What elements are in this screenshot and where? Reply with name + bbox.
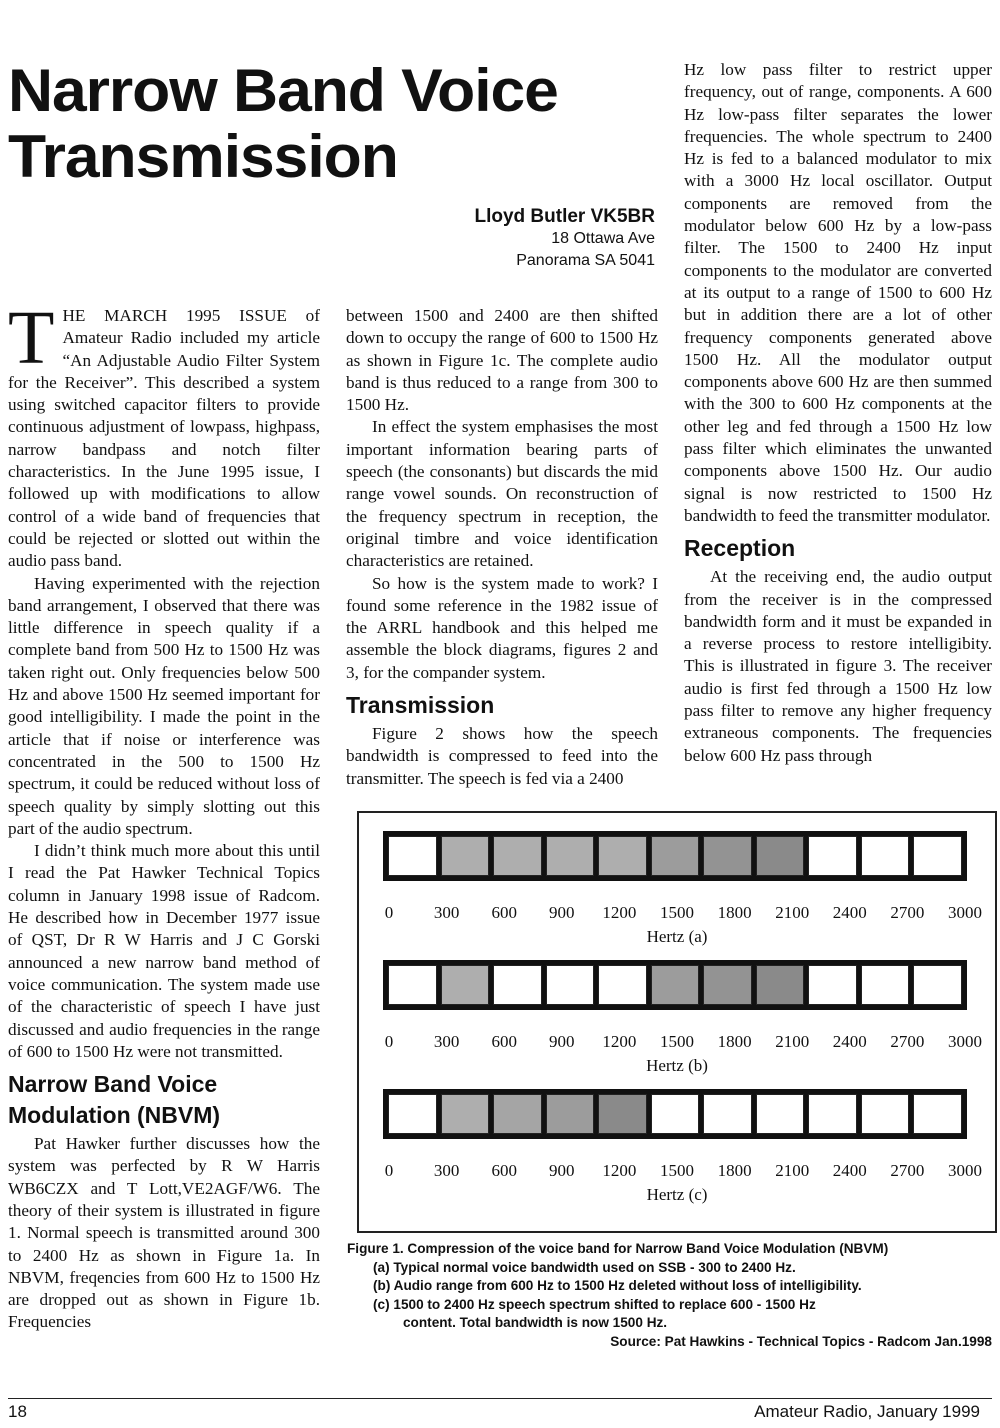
column-3 [684, 59, 992, 767]
tick-label: 1200 [602, 903, 637, 922]
transmission-paragraph-1: Figure 2 shows how the speech bandwidth is compressed to feed into the transmitter. The speech is fed via a 2400 [346, 724, 658, 788]
bar-segment [441, 965, 490, 1005]
nbvm-paragraph-3: In effect the system emphasises the most important information bearing parts of speech (the consonants) but discards the mid range vowel sounds. On reconstruction of the frequency spectrum in reception, the original timbre and voice identification characteristics are retained. [346, 417, 658, 571]
footer-rule [8, 1398, 992, 1399]
tick-label: 1800 [717, 1032, 752, 1051]
tick-labels [373, 1032, 983, 1054]
tick-label: 1200 [602, 1032, 637, 1051]
nbvm-paragraph-1: Pat Hawker further discusses how the system was perfected by R W Harris WB6CZX and T Lott,VE2AGF/W6. The theory of their system is illustrated in figure 1. Normal speech is transmitted around 300 to 2400 Hz as shown in Figure 1a. In NBVM, freqencies from 600 Hz to 1500 Hz are dropped out as shown in Figure 1b. Frequencies [8, 1134, 320, 1332]
column-2 [346, 305, 658, 790]
bar-segment [388, 1094, 437, 1134]
bar-segment [546, 836, 595, 876]
tick-label: 1200 [602, 1161, 637, 1180]
tick-label: 0 [384, 903, 394, 922]
bar-segment [703, 836, 752, 876]
caption-item-c: (c) 1500 to 2400 Hz speech spectrum shifted to replace 600 - 1500 Hz [373, 1296, 816, 1312]
intro-paragraph-2: Having experimented with the rejection band arrangement, I observed that there was little difference in speech quality if a complete band from 500 Hz to 1500 Hz was taken right out. Only frequencies below 500 Hz and above 1500 Hz seemed important for good intelligibility. I made the point in the article that if noise or interference was concentrated in the 500 to 1500 Hz spectrum, it could be reduced without loss of speech quality by simply slotting out this part of the audio spectrum. [8, 573, 320, 838]
caption-source: Source: Pat Hawkins - Technical Topics - Radcom Jan.1998 [610, 1333, 992, 1349]
transmission-paragraph-2: Hz low pass filter to restrict upper frequency, out of range, components. A 600 Hz low-pass filter separates the lower frequencies. The whole spectrum to 2400 Hz is fed to a balanced modulator to mix with a 3000 Hz local oscillator. Output components are removed from the modulator below 600 Hz by a low-pass filter. The 1500 to 2400 Hz input components to the modulator are converted at its output to a range of 1500 to 600 Hz but in addition there are a lot of other frequency components generated above 1500 Hz. All the modulator output components above 600 Hz are then summed with the 300 to 600 Hz components at the other leg and fed through a 1500 Hz low pass filter which eliminates the unwanted components above 1500 Hz. Our audio signal is now restricted to 1500 Hz bandwidth to feed the transmitter modulator. [684, 60, 992, 525]
bar-segment [493, 836, 542, 876]
tick-labels [373, 903, 983, 925]
nbvm-paragraph-4: So how is the system made to work? I found some reference in the 1982 issue of the ARRL handbook and this helped me assemble the block diagrams, figures 2 and 3, for the compander system. [346, 573, 658, 682]
caption-item-c-continued: content. Total bandwidth is now 1500 Hz. [403, 1315, 668, 1330]
caption-item-b: (b) Audio range from 600 Hz to 1500 Hz deleted without loss of intelligibility. [373, 1278, 862, 1293]
intro-p1-text: HE MARCH 1995 ISSUE of Amateur Radio included my article “An Adjustable Audio Filter System for the Receiver”. This described a system using switched capacitor filters to provide continuous adjustment of lowpass, highpass, narrow bandpass and notch filter characteristics. In the June 1995 issue, I followed up with modifications to allow control of a wide band of frequencies that could be rejected or slotted out within the audio pass band. [8, 306, 320, 571]
bar-segment [651, 836, 700, 876]
tick-label: 1500 [660, 1161, 694, 1180]
tick-label: 900 [549, 1032, 575, 1051]
bar-segment [913, 836, 962, 876]
tick-label: 300 [433, 903, 460, 922]
figure-1 [357, 811, 997, 1233]
bar-segment [598, 965, 647, 1005]
bar-segment [808, 1094, 857, 1134]
nbvm-paragraph-2: between 1500 and 2400 are then shifted down to occupy the range of 600 to 1500 Hz as shown in Figure 1c. The complete audio band is thus reduced to a range from 300 to 1500 Hz. [346, 306, 658, 415]
bar-segment [703, 1094, 752, 1134]
tick-label: 2100 [775, 903, 810, 922]
tick-label: 600 [491, 903, 517, 922]
caption-item-a: (a) Typical normal voice bandwidth used on SSB - 300 to 2400 Hz. [373, 1259, 796, 1275]
tick-label: 300 [433, 1161, 460, 1180]
tick-label: 1500 [660, 903, 694, 922]
heading-transmission: Transmission [346, 692, 495, 719]
address-line-2: Panorama SA 5041 [516, 252, 655, 269]
tick-label: 300 [433, 1032, 460, 1051]
reception-paragraph-1: At the receiving end, the audio output from the receiver is in the compressed bandwidth form and it must be expanded in a reverse process to restore intelligibity. This is illustrated in figure 3. The receiver audio is first fed through a 1500 Hz low pass filter to remove any higher frequency extraneous components. The frequencies below 600 Hz pass through [684, 567, 992, 765]
frequency-bar-a [383, 831, 967, 881]
tick-label: 2700 [890, 903, 925, 922]
bar-segment [388, 965, 437, 1005]
bar-segment [861, 1094, 910, 1134]
bar-segment [546, 965, 595, 1005]
bar-segment [493, 1094, 542, 1134]
tick-label: 2400 [832, 1032, 867, 1051]
tick-label: 600 [491, 1032, 517, 1051]
intro-paragraph-3: I didn’t think much more about this until I read the Pat Hawker Technical Topics column in January 1998 issue of Radcom. He described how in December 1977 issue of QST, Dr R W Harris and J C Gorski announced a new narrow band method of voice communication. The system made use of the characteristic of speech I have just discussed and audio frequencies in the range of 600 to 1500 Hz were not transmitted. [8, 841, 320, 1061]
tick-label: 2100 [775, 1161, 810, 1180]
frequency-bar-c [383, 1089, 967, 1139]
tick-label: 1500 [660, 1032, 694, 1051]
bar-segment [493, 965, 542, 1005]
bar-segment [651, 1094, 700, 1134]
tick-label: 0 [384, 1161, 394, 1180]
tick-label: 600 [491, 1161, 517, 1180]
tick-label: 2700 [890, 1032, 925, 1051]
tick-label: 1800 [717, 1161, 752, 1180]
bar-segment [651, 965, 700, 1005]
article-title: Narrow Band Voice Transmission [8, 57, 558, 190]
figure-caption [347, 1240, 992, 1351]
intro-paragraph-1 [8, 296, 320, 573]
bar-segment [756, 836, 805, 876]
bar-segment [441, 1094, 490, 1134]
bar-segment [756, 965, 805, 1005]
column-1 [8, 296, 320, 1334]
tick-label: 900 [549, 903, 575, 922]
tick-label: 3000 [948, 1161, 982, 1180]
tick-label: 1800 [717, 903, 752, 922]
tick-label: 900 [549, 1161, 575, 1180]
bar-segment [913, 965, 962, 1005]
bar-segment [441, 836, 490, 876]
page-number: 18 [8, 1402, 27, 1421]
drop-cap: T [8, 296, 55, 380]
bar-segment [388, 836, 437, 876]
author-name: Lloyd Butler VK5BR [474, 206, 655, 227]
caption-title: Figure 1. Compression of the voice band for Narrow Band Voice Modulation (NBVM) [347, 1241, 889, 1256]
tick-label: 2400 [832, 903, 867, 922]
bar-segment [808, 965, 857, 1005]
bar-segment [913, 1094, 962, 1134]
bar-segment [808, 836, 857, 876]
bar-segment [861, 965, 910, 1005]
tick-label: 2400 [832, 1161, 867, 1180]
heading-nbvm: Narrow Band Voice Modulation (NBVM) [8, 1071, 221, 1129]
tick-labels [373, 1161, 983, 1183]
byline [474, 206, 655, 272]
tick-label: 2100 [775, 1032, 810, 1051]
bar-segment [598, 1094, 647, 1134]
journal-footer: Amateur Radio, January 1999 [754, 1402, 980, 1421]
bar-segment [546, 1094, 595, 1134]
axis-label: Hertz (a) [646, 927, 708, 946]
tick-label: 2700 [890, 1161, 925, 1180]
bar-segment [861, 836, 910, 876]
frequency-bar-b [383, 960, 967, 1010]
bar-segment [756, 1094, 805, 1134]
tick-label: 3000 [948, 1032, 982, 1051]
tick-label: 0 [384, 1032, 394, 1051]
address-line-1: 18 Ottawa Ave [551, 230, 655, 247]
bar-segment [703, 965, 752, 1005]
axis-label: Hertz (b) [646, 1056, 708, 1075]
tick-label: 3000 [948, 903, 982, 922]
heading-reception: Reception [684, 535, 796, 562]
bar-segment [598, 836, 647, 876]
axis-label: Hertz (c) [646, 1185, 708, 1204]
